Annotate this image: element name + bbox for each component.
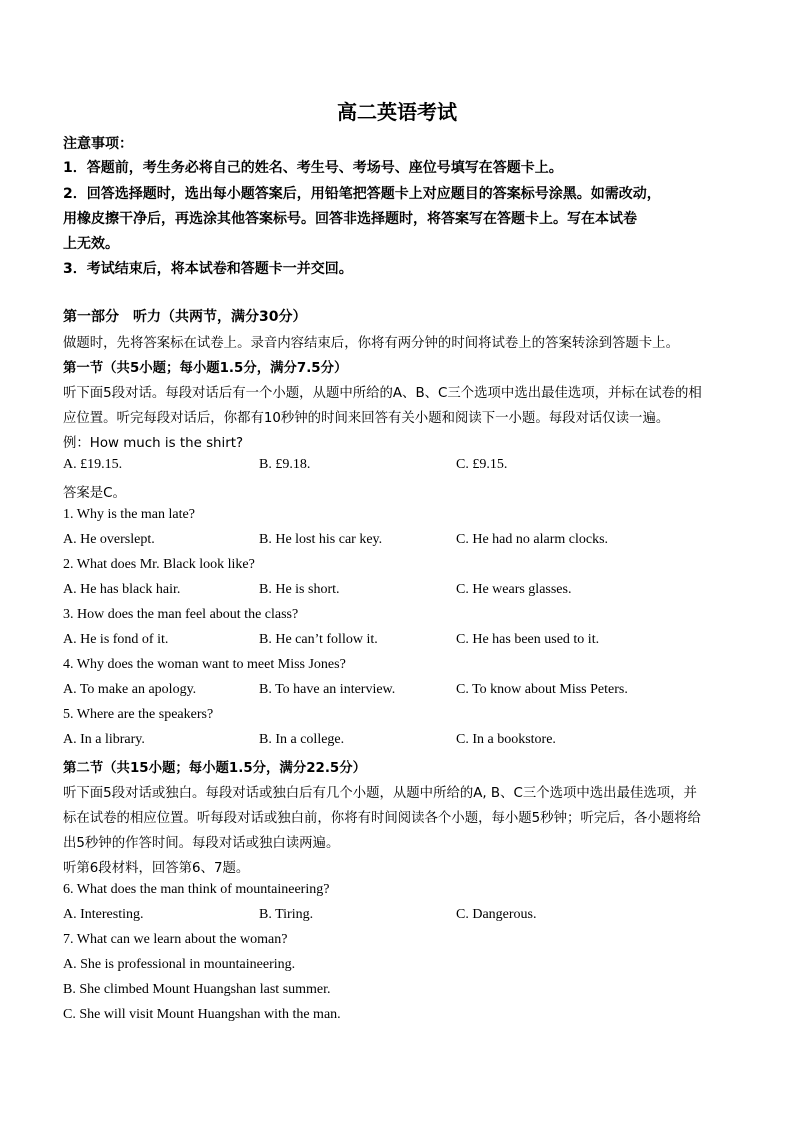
material-6-heading: 听第6段材料，回答第6、7题。 — [63, 861, 250, 876]
page-title: 高二英语考试 — [337, 100, 457, 124]
section2-instruction-3: 出5秒钟的作答时间。每段对话或独白读两遍。 — [63, 836, 340, 851]
question-1: 1. Why is the man late? — [63, 507, 195, 522]
part1-heading: 第一部分 听力（共两节，满分30分） — [63, 309, 307, 325]
question-4-option-c: C. To know about Miss Peters. — [456, 682, 628, 697]
question-7-option-b: B. She climbed Mount Huangshan last summer. — [63, 982, 331, 997]
question-6-option-c: C. Dangerous. — [456, 907, 537, 922]
notice-item-2: 2．回答选择题时，选出每小题答案后，用铅笔把答题卡上对应题目的答案标号涂黑。如需改动， — [63, 186, 661, 202]
question-3-option-a: A. He is fond of it. — [63, 632, 169, 647]
question-3-option-c: C. He has been used to it. — [456, 632, 600, 647]
question-5-option-b: B. In a college. — [259, 732, 345, 747]
question-3-option-b: B. He can’t follow it. — [259, 632, 378, 647]
question-7-option-c: C. She will visit Mount Huangshan with the man. — [63, 1007, 341, 1022]
question-6-option-b: B. Tiring. — [259, 907, 314, 922]
question-5: 5. Where are the speakers? — [63, 707, 214, 722]
example-option-a: A. £19.15. — [63, 457, 123, 472]
question-2-option-c: C. He wears glasses. — [456, 582, 572, 597]
notice-heading: 注意事项： — [63, 136, 133, 152]
section2-heading: 第二节（共15小题；每小题1.5分，满分22.5分） — [63, 761, 367, 776]
section2-instruction-1: 听下面5段对话或独白。每段对话或独白后有几个小题，从题中所给的A, B、C三个选项中选出最佳选项，并 — [63, 786, 697, 801]
question-5-option-a: A. In a library. — [63, 732, 145, 747]
question-5-option-c: C. In a bookstore. — [456, 732, 556, 747]
question-4: 4. Why does the woman want to meet Miss Jones? — [63, 657, 346, 672]
question-7: 7. What can we learn about the woman? — [63, 932, 288, 947]
section1-instruction-1: 听下面5段对话。每段对话后有一个小题，从题中所给的A、B、C三个选项中选出最佳选项，并标在试卷的相 — [63, 386, 702, 401]
question-6: 6. What does the man think of mountaineering? — [63, 882, 330, 897]
example-option-c: C. £9.15. — [456, 457, 508, 472]
notice-item-2-cont: 用橡皮擦干净后，再选涂其他答案标号。回答非选择题时，将答案写在答题卡上。写在本试卷 — [63, 211, 637, 227]
question-6-option-a: A. Interesting. — [63, 907, 144, 922]
section2-instruction-2: 标在试卷的相应位置。听每段对话或独白前，你将有时间阅读各个小题，每小题5秒钟；听完后，各小题将给 — [63, 811, 701, 826]
question-1-option-c: C. He had no alarm clocks. — [456, 532, 609, 547]
question-2-option-b: B. He is short. — [259, 582, 340, 597]
example-question: 例：How much is the shirt? — [63, 436, 244, 451]
example-option-b: B. £9.18. — [259, 457, 311, 472]
question-4-option-a: A. To make an apology. — [63, 682, 197, 697]
notice-item-3: 3．考试结束后，将本试卷和答题卡一并交回。 — [63, 261, 353, 277]
example-answer: 答案是C。 — [63, 486, 126, 501]
question-1-option-a: A. He overslept. — [63, 532, 155, 547]
part1-intro: 做题时，先将答案标在试卷上。录音内容结束后，你将有两分钟的时间将试卷上的答案转涂到答题卡上。 — [63, 336, 679, 351]
section1-heading: 第一节（共5小题；每小题1.5分，满分7.5分） — [63, 361, 348, 376]
notice-item-2-end: 上无效。 — [63, 236, 119, 252]
question-4-option-b: B. To have an interview. — [259, 682, 396, 697]
question-3: 3. How does the man feel about the class? — [63, 607, 299, 622]
question-7-option-a: A. She is professional in mountaineering. — [63, 957, 296, 972]
section1-instruction-2: 应位置。听完每段对话后，你都有10秒钟的时间来回答有关小题和阅读下一小题。每段对话仅读一遍。 — [63, 411, 670, 426]
notice-item-1: 1．答题前，考生务必将自己的姓名、考生号、考场号、座位号填写在答题卡上。 — [63, 160, 563, 176]
question-1-option-b: B. He lost his car key. — [259, 532, 383, 547]
question-2-option-a: A. He has black hair. — [63, 582, 181, 597]
question-2: 2. What does Mr. Black look like? — [63, 557, 255, 572]
